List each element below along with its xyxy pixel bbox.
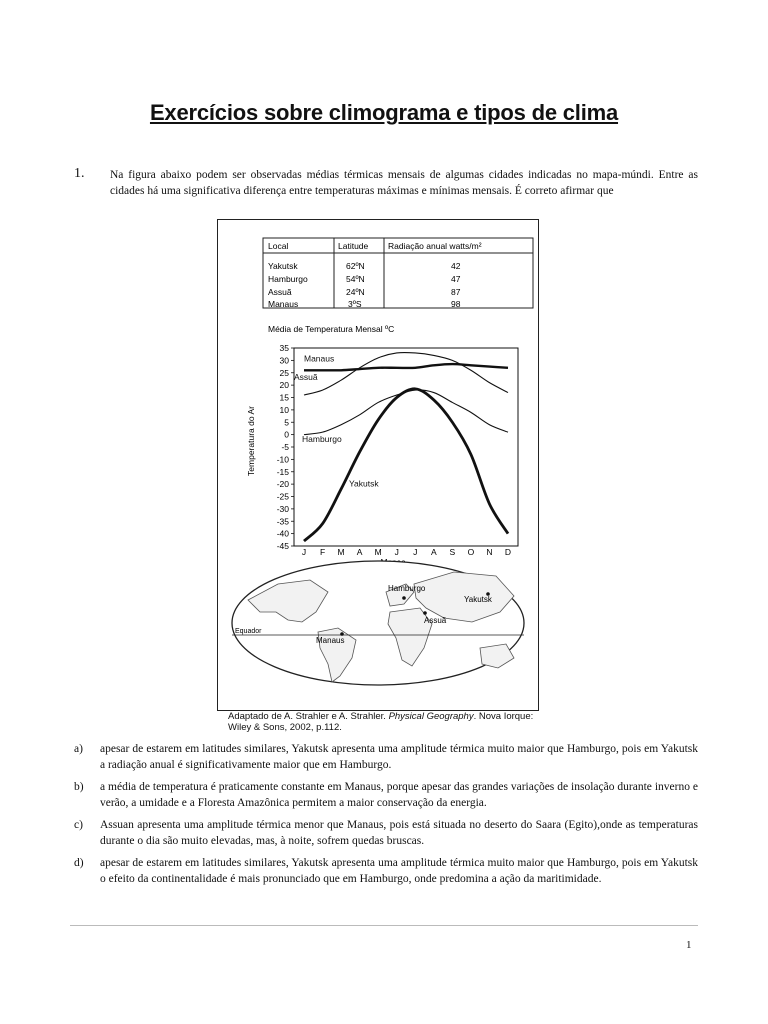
map-label-hamburgo: Hamburgo xyxy=(388,584,426,593)
y-tick-label: -45 xyxy=(276,541,289,551)
option-letter: a) xyxy=(74,743,83,755)
x-tick-label: N xyxy=(486,547,493,557)
y-tick-label: 25 xyxy=(279,367,289,378)
map-label-assua: Assuã xyxy=(424,616,447,625)
y-tick-label: -5 xyxy=(281,442,289,452)
table-cell: 98 xyxy=(451,299,461,309)
option-text: apesar de estarem em latitudes similares, Yakutsk apresenta uma amplitude térmica muito maior que Hamburgo, pois em Yakutsk a radiação anual é significativamente maior que em Hamburgo. xyxy=(100,743,698,771)
page-title: Exercícios sobre climograma e tipos de clima xyxy=(149,100,619,125)
y-tick-label: 35 xyxy=(279,343,289,353)
y-tick-label: 15 xyxy=(279,392,289,403)
table-cell: 87 xyxy=(451,287,461,297)
caption-prefix: Adaptado de A. Strahler e A. Strahler. xyxy=(228,711,389,722)
y-tick-label: 0 xyxy=(284,429,289,440)
caption-line-2: Wiley & Sons, 2002, p.112. xyxy=(228,722,342,733)
table-cell: Assuã xyxy=(268,287,292,297)
world-map xyxy=(232,561,524,685)
x-tick-label: M xyxy=(337,547,345,557)
series-label-manaus: Manaus xyxy=(304,353,335,364)
y-tick-label: -10 xyxy=(276,454,289,465)
table-cell: 54ºN xyxy=(346,274,365,284)
map-label-equador: Equador xyxy=(235,628,262,635)
series-label-hamburgo: Hamburgo xyxy=(302,434,342,445)
assua-marker xyxy=(423,611,427,615)
x-tick-label: D xyxy=(504,547,512,557)
question-number: 1. xyxy=(74,166,85,181)
y-tick-label: 30 xyxy=(279,355,289,366)
option-b xyxy=(74,779,698,811)
series-line-yakutsk xyxy=(304,389,508,541)
option-letter: c) xyxy=(74,819,83,831)
y-tick-label: -40 xyxy=(276,528,289,539)
table-cell: 24ºN xyxy=(346,287,365,297)
y-tick-label: 5 xyxy=(284,417,289,428)
option-text: apesar de estarem em latitudes similares, Yakutsk apresenta uma amplitude térmica muito maior que Hamburgo, pois em Yakutsk o efeito da continentalidade é mais pronunciado que em Hamburgo, onde predomina a ação da maritimidade. xyxy=(100,857,698,885)
x-tick-label: F xyxy=(319,547,326,557)
map-label-yakutsk: Yakutsk xyxy=(464,595,492,604)
table-cell: Hamburgo xyxy=(268,274,308,284)
climate-figure xyxy=(217,219,539,711)
x-tick-label: J xyxy=(301,547,307,557)
table-cell: Manaus xyxy=(268,299,299,309)
x-tick-label: A xyxy=(430,547,437,557)
y-tick-label: -20 xyxy=(276,479,289,490)
x-tick-label: J xyxy=(394,547,399,557)
page-number: 1 xyxy=(686,939,692,951)
series-line-assua xyxy=(304,352,508,395)
y-tick-label: -30 xyxy=(276,503,289,514)
table-cell: Yakutsk xyxy=(268,261,298,271)
latitude-table xyxy=(263,238,533,309)
x-tick-label: M xyxy=(374,547,382,557)
option-letter: d) xyxy=(74,857,84,869)
x-tick-label: J xyxy=(413,547,418,557)
chart-title: Média de Temperatura Mensal ºC xyxy=(268,324,395,334)
question-text: Na figura abaixo podem ser observadas médias térmicas mensais de algumas cidades indicadas no mapa-múndi. Entre as cidades há uma significativa diferença entre temperaturas máximas e mínimas mensais. É correto afirmar que xyxy=(110,169,698,197)
table-header-latitude: Latitude xyxy=(338,241,369,251)
table-cell: 47 xyxy=(451,274,461,284)
x-tick-label: S xyxy=(449,547,456,557)
hamburgo-marker xyxy=(402,596,406,600)
footer-divider xyxy=(70,925,698,926)
x-tick-label: O xyxy=(467,547,475,557)
caption-suffix: . Nova Iorque: xyxy=(473,711,534,722)
option-text: Assuan apresenta uma amplitude térmica menor que Manaus, pois está situada no deserto do Saara (Egito),onde as temperaturas durante o dia são muito elevadas, mas, à noite, sofrem quedas bruscas. xyxy=(100,819,698,847)
y-tick-label: 20 xyxy=(279,380,289,391)
series-label-yakutsk: Yakutsk xyxy=(349,478,379,489)
x-tick-label: A xyxy=(356,547,363,557)
caption-book-title: Physical Geography xyxy=(388,711,474,722)
y-tick-label: 10 xyxy=(279,404,289,415)
map-label-manaus: Manaus xyxy=(316,636,345,645)
answer-options xyxy=(74,741,698,893)
series-line-manaus xyxy=(304,364,508,370)
chart-ylabel: Temperatura do Ar xyxy=(246,406,256,476)
series-line-hamburgo xyxy=(304,390,508,435)
option-a xyxy=(74,741,698,773)
series-label-assua: Assuã xyxy=(294,372,318,383)
table-cell: 62ºN xyxy=(346,261,365,271)
figure-svg xyxy=(218,220,538,710)
table-cell: 3ºS xyxy=(348,299,362,309)
y-tick-label: -35 xyxy=(276,516,289,527)
option-d xyxy=(74,855,698,887)
table-header-radiation: Radiação anual watts/m² xyxy=(388,241,482,251)
option-letter: b) xyxy=(74,781,84,793)
y-tick-label: -15 xyxy=(276,466,289,477)
table-header-local: Local xyxy=(268,241,289,251)
table-cell: 42 xyxy=(451,261,461,271)
option-text: a média de temperatura é praticamente constante em Manaus, porque apesar das grandes variações de insolação durante inverno e verão, a umidade e a Floresta Amazônica permitem a maior conservação da energia. xyxy=(100,781,698,809)
temperature-chart xyxy=(246,324,518,567)
figure-caption xyxy=(228,711,608,733)
option-c xyxy=(74,817,698,849)
y-tick-label: -25 xyxy=(276,491,289,502)
